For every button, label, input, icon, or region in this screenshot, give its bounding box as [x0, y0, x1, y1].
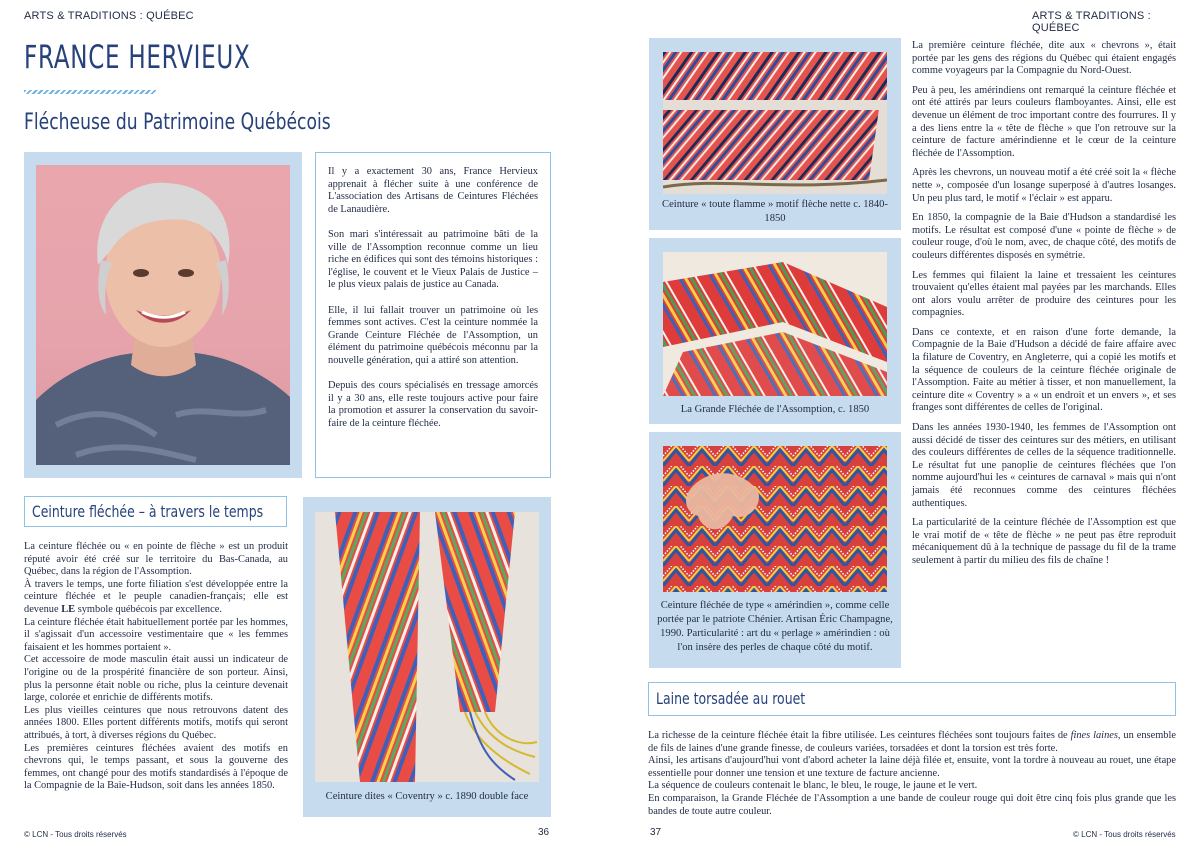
section-paragraph: La ceinture fléchée ou « en pointe de flèche » est un produit réputé avoir été créé sur le territoire du Bas-Canada, au Québec, dans la région de l'Assomption. [24, 541, 288, 578]
page-subtitle: Flécheuse du Patrimoine Québécois [24, 110, 331, 135]
emphasis-word: LE [61, 603, 76, 615]
portrait-panel [24, 152, 302, 478]
section-heading-box [648, 682, 1176, 716]
bottom-paragraph: En comparaison, la Grande Fléchée de l'Assomption a une bande de couleur rouge qui doit être cinq fois plus grande que les bandes de toute autre couleur. [648, 792, 1176, 817]
coventry-photo [315, 512, 539, 782]
page-header-right: ARTS & TRADITIONS : QUÉBEC [1032, 10, 1151, 34]
bottom-paragraph: La séquence de couleurs contenait le blanc, le bleu, le rouge, le jaune et le vert. [648, 780, 978, 792]
emphasis-italic: fines laines [1070, 730, 1118, 741]
column-paragraph: Dans ce contexte, et en raison d'une forte demande, la Compagnie de la Baie d'Hudson a décidé de faire affaire avec la filature de Coventry, en Angleterre, qui a copié les motifs et la séquence de couleurs de la ceinture fléchée originale de l'Assomption. Faite au métier à tisser, et non manuellement, la ceinture dite « Coventry » a « un endroit et un envers », et ses franges sont différentes de celles de l'original. [912, 326, 1176, 414]
bottom-paragraph [648, 730, 1176, 755]
belt-panel-2 [649, 238, 901, 424]
coventry-panel [303, 497, 551, 817]
column-paragraph: En 1850, la compagnie de la Baie d'Hudson a standardisé les motifs. Le résultat est composé d'une « pointe de flèche » de couleur rouge, d'où le nom, avec, de chaque côté, des motifs de couleurs différentes disposés en symétrie. [912, 212, 1176, 261]
portrait-illustration [36, 165, 290, 465]
page-number-left: 36 [538, 827, 550, 838]
section-paragraph [24, 579, 288, 617]
belt-photo-3 [663, 446, 887, 592]
column-paragraph: Dans les années 1930-1940, les femmes de l'Assomption ont aussi décidé de tisser des ceintures sur des métiers, en utilisant des couleurs différentes de celles de la séquence traditionnelle. Le résultat fut une panoplie de ceintures fléchées que l'on nomme aujourd'hui les « ceintures de carnaval » mais qui n'ont jamais été reconnues comme des ceintures fléchées authentiques. [912, 422, 1176, 509]
belt-illustration [663, 446, 887, 592]
column-paragraph: Les femmes qui filaient la laine et tressaient les ceintures trouvaient qu'elles étaient mal payées par les marchands. Elles ont alors voulu arrêter de produire des ceintures pour les compagnies. [912, 269, 1176, 319]
section-paragraph: La ceinture fléchée était habituellement portée par les hommes, il s'agissait d'un accessoire vestimentaire que « les femmes faisaient et les hommes portaient ». [24, 616, 288, 653]
column-paragraph: Peu à peu, les amérindiens ont remarqué la ceinture fléchée et ont été attirés par leurs couleurs flamboyantes. Ainsi, elle est devenue un élément de troc important contre des fourrures. Il y a des liens entre la « tête de flèche » que l'on retrouve sur la ceinture de facture amérindienne et le cœur de la ceinture fléchée de l'Assomption. [912, 84, 1176, 159]
intro-paragraph: Elle, il lui fallait trouver un patrimoine où les femmes sont actives. C'est la ceinture nommée la Grande Ceinture Fléchée de l'Assomption, un élément du patrimoine québécois méconnu par la nouvelle génération, qui a attiré son attention. [328, 304, 538, 366]
belt-panel-1 [649, 38, 901, 230]
footer-left: © LCN - Tous droits réservés [24, 830, 127, 839]
belt-illustration [663, 252, 887, 396]
section-paragraph: Cet accessoire de mode masculin était aussi un indicateur de l'origine ou de la prospérité financière de son porteur. Ainsi, plus la personne était noble ou riche, plus la ceinture devenait large, colorée et enrichie de différents motifs. [24, 654, 288, 704]
bottom-paragraph: Ainsi, les artisans d'aujourd'hui vont d'abord acheter la laine déjà filée et, ensuite, vont la tordre à nouveau au rouet, une étape essentielle pour donner une tension et une texture de facture ancienne. [648, 755, 1176, 779]
belt-caption-2: La Grande Fléchée de l'Assomption, c. 1850 [680, 404, 870, 415]
belt-caption-1: Ceinture « toute flamme » motif flèche nette c. 1840-1850 [662, 199, 888, 224]
coventry-caption: Ceinture dites « Coventry » c. 1890 double face [325, 791, 529, 802]
section-heading-box [24, 496, 287, 527]
bottom-text-part: La richesse de la ceinture fléchée était la fibre utilisée. Les ceintures fléchées sont toujours faites de [648, 730, 1071, 741]
belt-photo-2 [663, 252, 887, 396]
section-paragraph: Les premières ceintures fléchées avaient des motifs en chevrons qui, le temps passant, et sous la gouverne des femmes, ont changé pour des motifs standardisés à l'époque de la Compagnie de la Baie-Hudson, soit dans les années 1850. [24, 742, 288, 792]
page-title: FRANCE HERVIEUX [24, 38, 251, 76]
bottom-text [648, 730, 1176, 818]
section-heading: Ceinture fléchée – à travers le temps [32, 502, 264, 521]
belt-caption-3: Ceinture fléchée de type « amérindien », comme celle portée par le patriote Chénier. Artisan Éric Champagne, 1990. Particularité : art du « perlage » amérindien : où l'on insère des perles de chaque côté du motif. [657, 600, 893, 653]
belt-illustration [663, 52, 887, 194]
column-paragraph: La première ceinture fléchée, dite aux « chevrons », était portée par les gens des régions du Québec qui étaient engagés comme voyageurs par la Compagnie du Nord-Ouest. [912, 40, 1176, 77]
belt-illustration [315, 512, 539, 782]
page-number-right: 37 [650, 827, 662, 838]
right-column-text [912, 40, 1176, 575]
section-paragraph: Les plus vieilles ceintures que nous retrouvons datent des années 1800. Elles portent différents motifs, motifs qui seront attribués, à tort, à diverses régions du Québec. [24, 704, 288, 741]
portrait-photo [36, 165, 290, 465]
intro-text-box [315, 152, 551, 478]
intro-paragraph: Il y a exactement 30 ans, France Hervieux apprenait à flécher suite à une conférence de L'association des Artisans de Ceintures Fléchées de Lanaudière. [328, 166, 538, 215]
belt-photo-1 [663, 52, 887, 194]
section-text-part: À travers le temps, une forte filiation s'est développée entre la ceinture fléchée et le peuple canadien-français; elle est devenue [24, 578, 288, 615]
bottom-text-part: , un ensemble de fils de laines d'une grande finesse, de couleurs variées, torsadées et dont la torsion est très forte. [648, 730, 1176, 754]
column-paragraph: La particularité de la ceinture fléchée de l'Assomption est que le vrai motif de « tête de flèche » ne peut pas être reproduit mécaniquement dû à la technique de passage du fil de la trame seulement à partir du milieu des fils de chaîne ! [912, 517, 1176, 566]
intro-paragraph: Son mari s'intéressait au patrimoine bâti de la ville de l'Assomption reconnue comme un lieu riche en édifices qui sont des témoins historiques : l'église, le couvent et le Vieux Palais de Justice – le plus vieux palais de justice au Canada. [328, 228, 538, 291]
section-text-part: symbole québécois par excellence. [75, 603, 222, 615]
belt-panel-3 [649, 432, 901, 668]
section-heading: Laine torsadée au rouet [656, 689, 806, 708]
section-text [24, 541, 288, 793]
footer-right: © LCN - Tous droits réservés [1073, 830, 1176, 839]
column-paragraph: Après les chevrons, un nouveau motif a été créé soit la « flèche nette », composée d'un losange superposé à d'autres losanges. Un peu plus tard, le motif « l'éclair » est apparu. [912, 167, 1176, 204]
title-underline [24, 90, 156, 94]
page-header-left: ARTS & TRADITIONS : QUÉBEC [24, 10, 194, 22]
intro-paragraph: Depuis des cours spécialisés en tressage amorcés il y a 30 ans, elle reste toujours active pour faire la promotion et assurer la conservation du savoir-faire de la ceinture fléchée. [328, 380, 538, 429]
